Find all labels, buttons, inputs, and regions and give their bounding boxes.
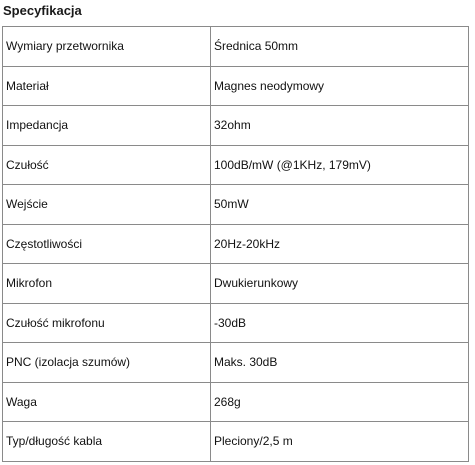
table-row	[3, 27, 469, 67]
spec-label: Materiał	[3, 66, 211, 106]
spec-value: Pleciony/2,5 m	[211, 422, 469, 462]
spec-label: Impedancja	[3, 106, 211, 146]
spec-label: Czułość mikrofonu	[3, 303, 211, 343]
spec-value: Średnica 50mm	[211, 27, 469, 67]
spec-value: Magnes neodymowy	[211, 66, 469, 106]
spec-label: Częstotliwości	[3, 224, 211, 264]
spec-value: 20Hz-20kHz	[211, 224, 469, 264]
spec-value: 50mW	[211, 185, 469, 225]
table-row	[3, 224, 469, 264]
table-row	[3, 264, 469, 304]
spec-label: Typ/długość kabla	[3, 422, 211, 462]
spec-label: Wejście	[3, 185, 211, 225]
table-row	[3, 106, 469, 146]
table-row	[3, 382, 469, 422]
spec-value: Maks. 30dB	[211, 343, 469, 383]
spec-label: PNC (izolacja szumów)	[3, 343, 211, 383]
table-row	[3, 66, 469, 106]
table-row	[3, 303, 469, 343]
spec-value: 32ohm	[211, 106, 469, 146]
spec-value: -30dB	[211, 303, 469, 343]
spec-value: 100dB/mW (@1KHz, 179mV)	[211, 145, 469, 185]
spec-value: 268g	[211, 382, 469, 422]
spec-value: Dwukierunkowy	[211, 264, 469, 304]
table-row	[3, 185, 469, 225]
table-row	[3, 145, 469, 185]
spec-table	[2, 26, 469, 462]
spec-label: Wymiary przetwornika	[3, 27, 211, 67]
table-row	[3, 343, 469, 383]
spec-label: Czułość	[3, 145, 211, 185]
spec-label: Waga	[3, 382, 211, 422]
page-title: Specyfikacja	[3, 3, 82, 18]
table-row	[3, 422, 469, 462]
spec-label: Mikrofon	[3, 264, 211, 304]
